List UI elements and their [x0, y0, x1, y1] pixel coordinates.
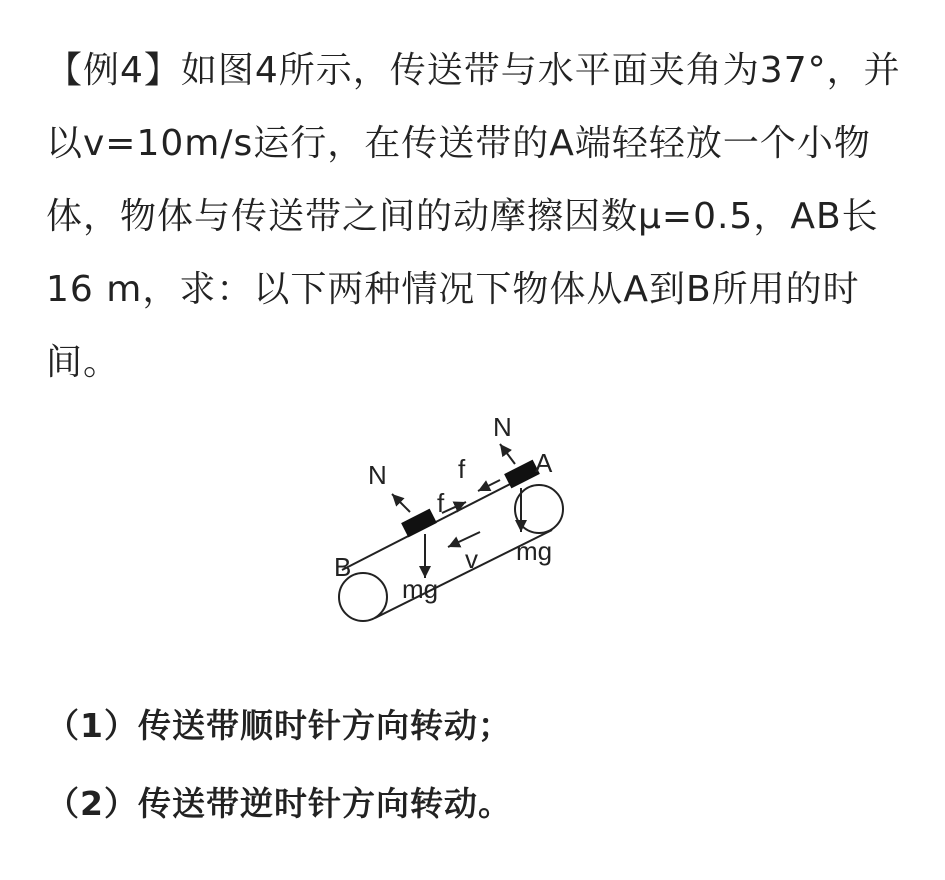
question-2: （2）传送带逆时针方向转动。 — [46, 784, 512, 823]
problem-line: 16 m，求：以下两种情况下物体从A到B所用的时 — [46, 269, 860, 310]
label-mg-right: mg — [516, 536, 553, 566]
conveyor-belt-diagram — [330, 400, 600, 630]
block-lower — [401, 509, 437, 538]
problem-line: 以v=10m/s运行，在传送带的A端轻轻放一个小物 — [46, 123, 871, 164]
label-f-top: f — [458, 454, 466, 484]
pulley-a — [515, 485, 563, 533]
label-v: v — [465, 544, 478, 574]
diagram-svg — [330, 400, 600, 630]
label-mg-left: mg — [402, 574, 439, 604]
problem-line: 【例4】如图4所示，传送带与水平面夹角为37°，并 — [46, 50, 901, 91]
problem-line: 体，物体与传送带之间的动摩擦因数μ=0.5，AB长 — [46, 196, 879, 237]
label-a: A — [535, 448, 553, 478]
label-n-right: N — [493, 412, 512, 442]
normal-arrow-lower — [392, 494, 410, 512]
friction-arrow-upper — [478, 480, 500, 491]
problem-line: 间。 — [46, 342, 121, 383]
label-n-left: N — [368, 460, 387, 490]
label-b: B — [334, 552, 352, 582]
question-1: （1）传送带顺时针方向转动； — [46, 706, 512, 745]
normal-arrow-upper — [500, 444, 515, 464]
label-f-mid: f — [437, 488, 445, 518]
problem-statement — [46, 34, 902, 399]
